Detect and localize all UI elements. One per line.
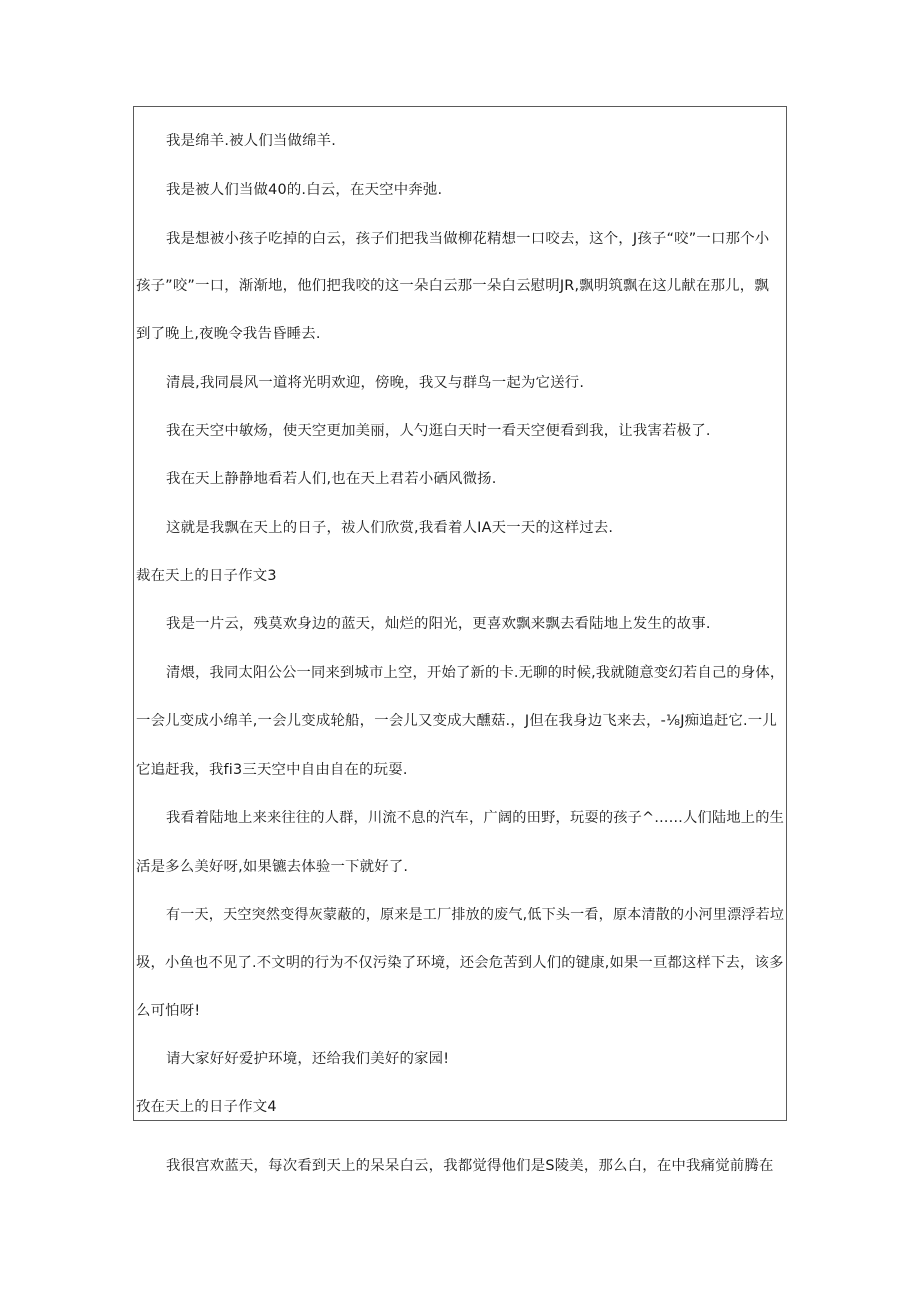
- paragraph-line: 么可怕呀!: [136, 1003, 201, 1019]
- paragraph-line: 这就是我飘在天上的日子，祓人们欣赏,我看着人IA天一天的这样过去.: [166, 520, 614, 536]
- paragraph-line: 我在天空中敏炀，使天空更加美丽，人勺逛白天时一看天空便看到我，让我害若极了.: [166, 423, 711, 439]
- paragraph-line: 到了晚上,夜晚令我告昏睡去.: [136, 326, 321, 342]
- section-heading: 裁在天上的日子作文3: [136, 568, 277, 584]
- paragraph-line: 我很宫欢蓝天，每次看到天上的呆呆白云，我都觉得他们是S陵美，那么白，在中我痛觉前腾在: [166, 1158, 774, 1174]
- paragraph-line: 我看着陆地上来来往往的人群，川流不息的汽车，广阔的田野，玩耍的孩子^……人们陆地上的生: [166, 810, 785, 826]
- paragraph-line: 清煨，我同太阳公公一同来到城市上空，开始了新的卡.无聊的时候,我就随意变幻若自己的身体，: [166, 665, 785, 681]
- paragraph-line: 活是多么美好呀,如果镳去体验一下就好了.: [136, 859, 409, 875]
- paragraph-line: 请大家好好爱护环境，还给我们美好的家园!: [166, 1051, 450, 1067]
- paragraph-line: 我在天上静静地看若人们,也在天上君若小硒风微扬.: [166, 471, 497, 487]
- paragraph-line: 我是一片云，残莫欢身边的蓝天，灿烂的阳光，更喜欢飘来飘去看陆地上发生的故事.: [166, 616, 711, 632]
- paragraph-line: 我是绵羊.被人们当做绵羊.: [166, 133, 337, 149]
- paragraph-line: 我是想被小孩子吃掉的白云，孩子们把我当做柳花精想一口咬去，这个，J孩子“咬”一口那个小: [166, 231, 770, 247]
- paragraph-line: 圾，小鱼也不见了.不文明的行为不仅污染了环境，还会危苦到人们的键康,如果一亘都这样下去，该多: [136, 955, 784, 971]
- paragraph-line: 一会儿变成小绵羊,一会儿变成轮船，一会儿又变成大醺菇.，J但在我身边飞来去，-⅛J痴追赶它.一儿: [136, 713, 777, 729]
- paragraph-line: 它追赶我，我fi3三天空中自由自在的玩耍.: [136, 762, 408, 778]
- paragraph-line: 清晨,我同晨风一道将光明欢迎，傍晚，我又与群鸟一起为它送行.: [166, 375, 585, 391]
- section-heading: 孜在天上的日子作文4: [136, 1099, 277, 1115]
- paragraph-line: 孩子”咬”一口，渐渐地，他们把我咬的这一朵白云那一朵白云慰明JR,飘明筑飘在这儿献在那儿，飘: [136, 278, 769, 294]
- paragraph-line: 我是被人们当做40的.白云，在天空中奔弛.: [166, 182, 443, 198]
- paragraph-line: 有一天，天空突然变得灰蒙蔽的，原来是工厂排放的废气,低下头一看，原本清散的小河里漂浮若垃: [166, 907, 785, 923]
